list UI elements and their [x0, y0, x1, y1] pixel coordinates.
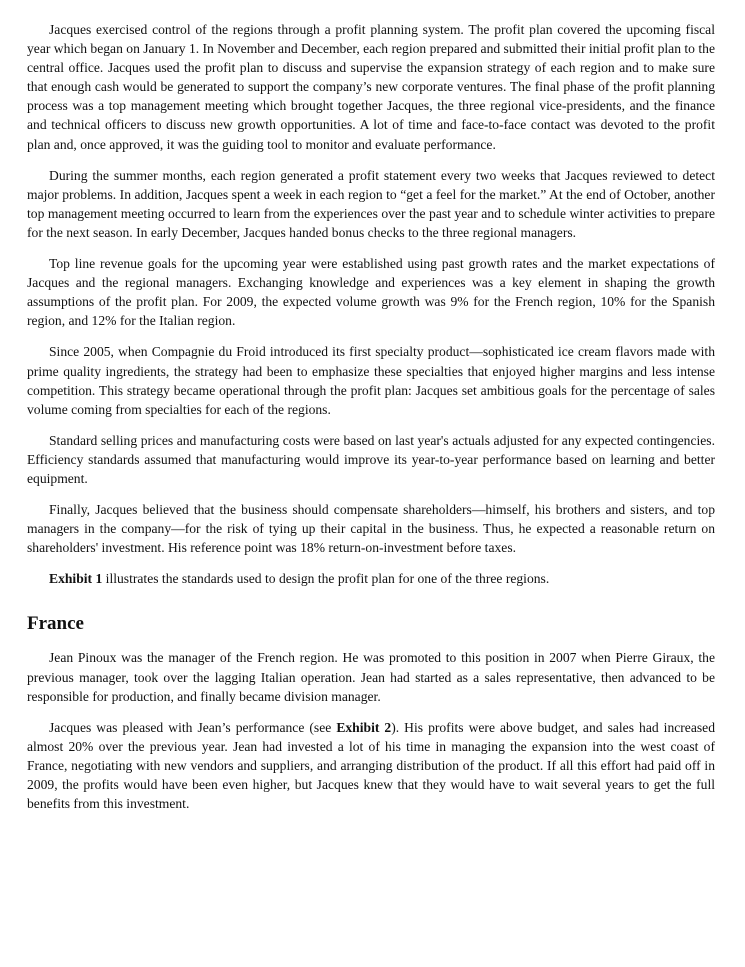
document-page: [27, 20, 715, 825]
paragraph-specialty-strategy: Since 2005, when Compagnie du Froid introduced its first specialty product—sophisticated ice cream flavors made with prime quality ingredients, the strategy had been to emphasize these specialties that enjoyed higher margins and less intense competition. This strategy became operational through the profit plan: Jacques set ambitious goals for the percentage of sales volume coming from specialties for each of the regions.: [27, 344, 715, 417]
jean-performance-text-after: ). His profits were above budget, and sales had increased almost 20% over the previous year. Jean had invested a lot of his time in managing the expansion into the west coast of France, negotiating with new vendors and suppliers, and arranging distribution of the product. If all this effort had paid off in 2009, the profits would have been even higher, but Jacques knew that they would have to wait several years to get the full benefits from this investment.: [27, 719, 715, 812]
exhibit-2-label: Exhibit 2: [336, 719, 392, 735]
paragraph-summer-reviews: During the summer months, each region generated a profit statement every two weeks that Jacques reviewed to detect major problems. In addition, Jacques spent a week in each region to “get a feel for the market.” At the end of October, another top management meeting occurred to learn from the experiences over the past year and to schedule winter activities to prepare for the next season. In early December, Jacques handed bonus checks to the three regional managers.: [27, 167, 715, 240]
section-heading-france: France: [27, 613, 84, 635]
paragraph-jean-pinoux: Jean Pinoux was the manager of the French region. He was promoted to this position in 2007 when Pierre Giraux, the previous manager, took over the lagging Italian operation. Jean had started as a sales representative, then advanced to be responsible for production, and finally became division manager.: [27, 650, 715, 704]
exhibit-1-label: Exhibit 1: [49, 571, 103, 587]
paragraph-jean-performance: [27, 718, 715, 813]
jean-performance-text-before: Jacques was pleased with Jean’s performance (see: [49, 719, 337, 735]
paragraph-profit-planning-system: Jacques exercised control of the regions through a profit planning system. The profit plan covered the upcoming fiscal year which began on January 1. In November and December, each region prepared and submitted their initial profit plan to the central office. Jacques used the profit plan to discuss and supervise the expansion strategy of each region and to make sure that enough cash would be generated to support the company’s new corporate ventures. The final phase of the profit planning process was a top management meeting which brought together Jacques, the three regional vice-presidents, and the finance and technical officers to discuss new growth opportunities. A lot of time and face-to-face contact was devoted to the profit plan and, once approved, it was the guiding tool to monitor and evaluate performance.: [27, 22, 715, 152]
exhibit-1-reference: [27, 569, 715, 588]
paragraph-shareholder-return: Finally, Jacques believed that the business should compensate shareholders—himself, his brothers and sisters, and top managers in the company—for the risk of tying up their capital in the business. Thus, he expected a reasonable return on shareholders' investment. His reference point was 18% return-on-investment before taxes.: [27, 502, 715, 556]
paragraph-standard-costs: Standard selling prices and manufacturing costs were based on last year's actuals adjusted for any expected contingencies. Efficiency standards assumed that manufacturing would improve its year-to-year performance based on learning and better equipment.: [27, 432, 715, 486]
exhibit-1-text: illustrates the standards used to design the profit plan for one of the three regions.: [102, 571, 550, 587]
paragraph-revenue-goals: Top line revenue goals for the upcoming year were established using past growth rates and the market expectations of Jacques and the regional managers. Exchanging knowledge and experiences was a key element in shaping the growth assumptions of the profit plan. For 2009, the expected volume growth was 9% for the French region, 10% for the Spanish region, and 12% for the Italian region.: [27, 256, 715, 329]
